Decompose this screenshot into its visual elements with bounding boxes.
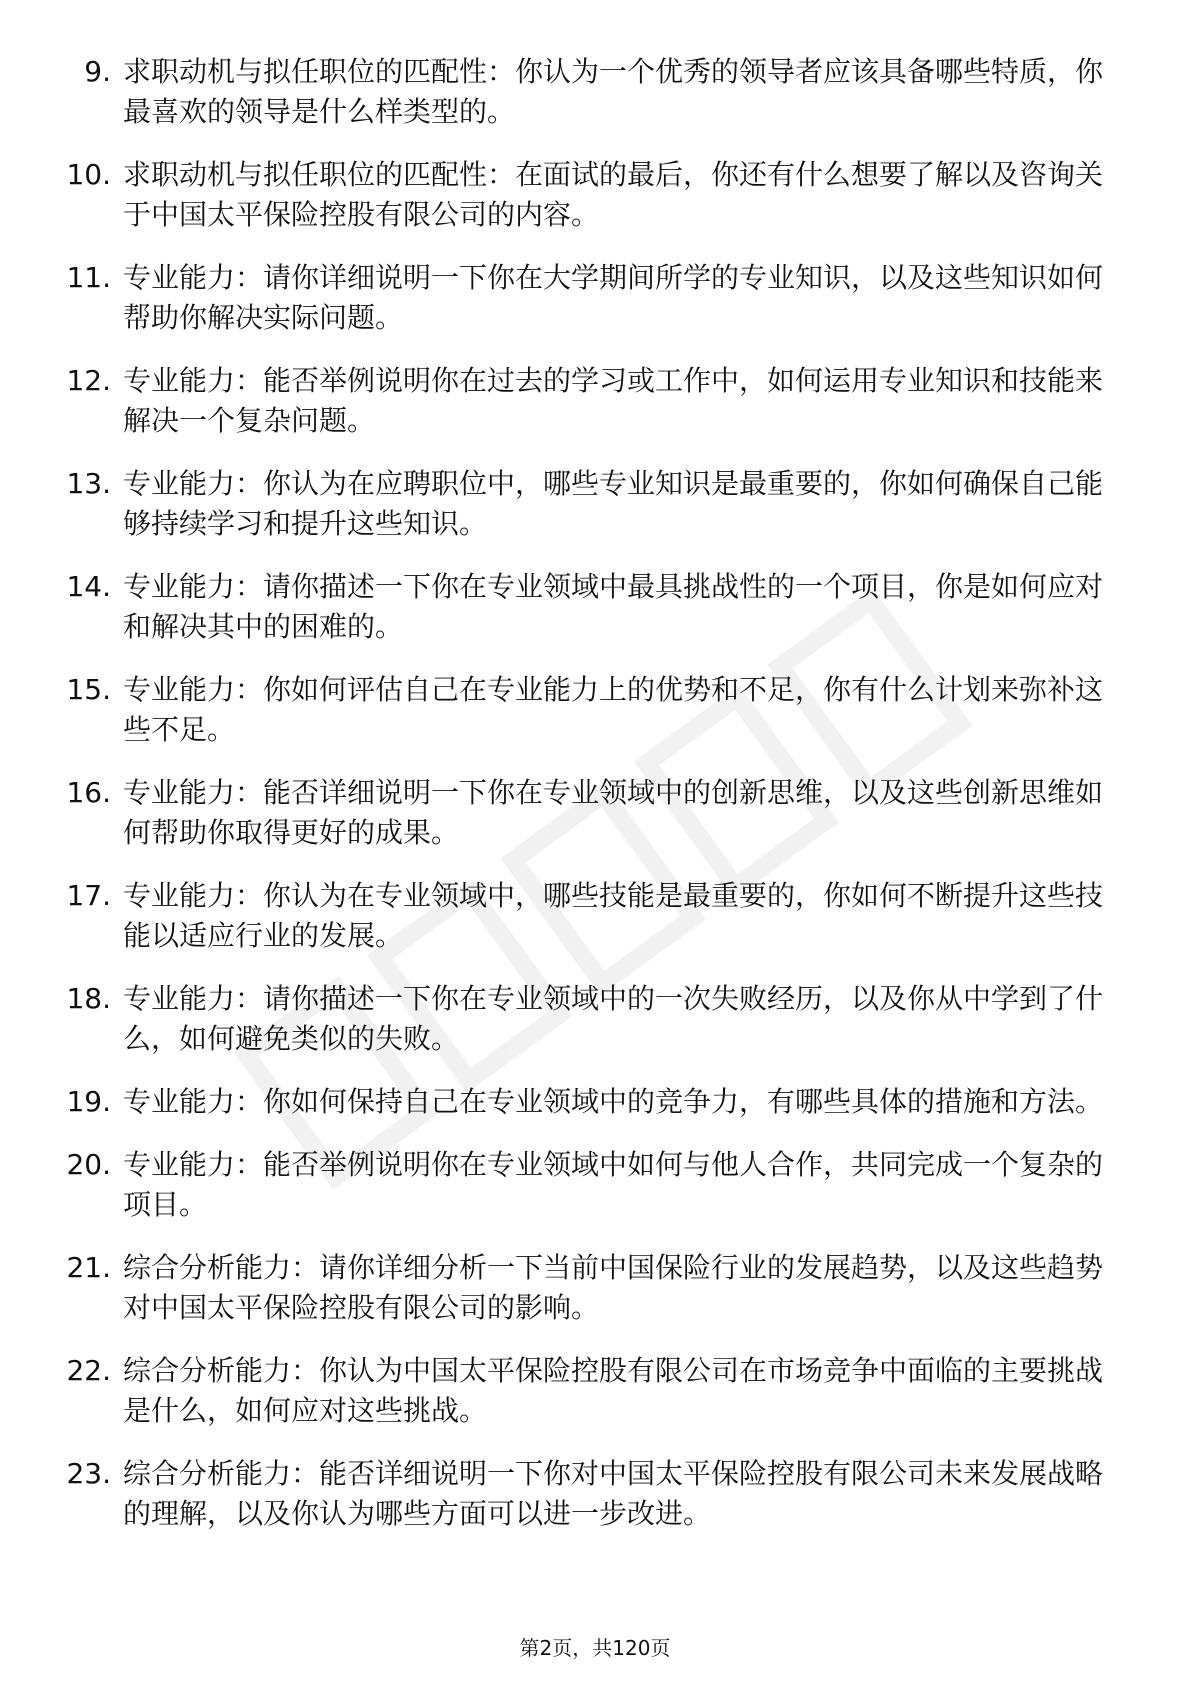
question-item (58, 1351, 1108, 1431)
question-item (58, 155, 1108, 235)
question-item (58, 1454, 1108, 1534)
question-text: 专业能力：你认为在专业领域中，哪些技能是最重要的，你如何不断提升这些技能以适应行业的发展。 (123, 879, 1104, 952)
question-item (58, 773, 1108, 853)
question-list (58, 52, 1108, 1557)
question-number: 23. (66, 1457, 111, 1490)
question-number: 13. (66, 467, 111, 500)
question-text: 综合分析能力：你认为中国太平保险控股有限公司在市场竞争中面临的主要挑战是什么，如何应对这些挑战。 (123, 1354, 1104, 1427)
question-item (58, 1082, 1108, 1122)
question-item (58, 1145, 1108, 1225)
question-number: 19. (66, 1085, 111, 1118)
question-number: 16. (66, 776, 111, 809)
question-number: 18. (66, 982, 111, 1015)
question-text: 综合分析能力：能否详细说明一下你对中国太平保险控股有限公司未来发展战略的理解，以及你认为哪些方面可以进一步改进。 (123, 1457, 1104, 1530)
question-item (58, 567, 1108, 647)
question-number: 12. (66, 364, 111, 397)
question-item (58, 1248, 1108, 1328)
question-number: 10. (66, 158, 111, 191)
question-item (58, 876, 1108, 956)
question-number: 11. (66, 261, 111, 294)
question-item (58, 52, 1108, 132)
question-number: 20. (66, 1148, 111, 1181)
question-text: 专业能力：请你描述一下你在专业领域中最具挑战性的一个项目，你是如何应对和解决其中的困难的。 (123, 570, 1104, 643)
question-text: 专业能力：你如何保持自己在专业领域中的竞争力，有哪些具体的措施和方法。 (123, 1085, 1104, 1118)
question-text: 专业能力：能否举例说明你在专业领域中如何与他人合作，共同完成一个复杂的项目。 (123, 1148, 1104, 1221)
question-number: 9. (84, 55, 111, 88)
question-text: 求职动机与拟任职位的匹配性：你认为一个优秀的领导者应该具备哪些特质，你最喜欢的领导是什么样类型的。 (123, 55, 1104, 128)
question-text: 专业能力：你如何评估自己在专业能力上的优势和不足，你有什么计划来弥补这些不足。 (123, 673, 1104, 746)
question-text: 专业能力：能否详细说明一下你在专业领域中的创新思维，以及这些创新思维如何帮助你取得更好的成果。 (123, 776, 1104, 849)
question-item (58, 464, 1108, 544)
question-number: 15. (66, 673, 111, 706)
question-item (58, 670, 1108, 750)
page-indicator: 第2页，共120页 (519, 1636, 671, 1660)
question-text: 综合分析能力：请你详细分析一下当前中国保险行业的发展趋势，以及这些趋势对中国太平保险控股有限公司的影响。 (123, 1251, 1104, 1324)
question-item (58, 361, 1108, 441)
question-number: 14. (66, 570, 111, 603)
question-text: 专业能力：能否举例说明你在过去的学习或工作中，如何运用专业知识和技能来解决一个复杂问题。 (123, 364, 1104, 437)
question-item (58, 258, 1108, 338)
question-text: 专业能力：请你描述一下你在专业领域中的一次失败经历，以及你从中学到了什么，如何避免类似的失败。 (123, 982, 1104, 1055)
question-text: 专业能力：你认为在应聘职位中，哪些专业知识是最重要的，你如何确保自己能够持续学习和提升这些知识。 (123, 467, 1104, 540)
question-text: 求职动机与拟任职位的匹配性：在面试的最后，你还有什么想要了解以及咨询关于中国太平保险控股有限公司的内容。 (123, 158, 1104, 231)
question-text: 专业能力：请你详细说明一下你在大学期间所学的专业知识，以及这些知识如何帮助你解决实际问题。 (123, 261, 1104, 334)
question-number: 21. (66, 1251, 111, 1284)
question-number: 22. (66, 1354, 111, 1387)
question-number: 17. (66, 879, 111, 912)
question-item (58, 979, 1108, 1059)
